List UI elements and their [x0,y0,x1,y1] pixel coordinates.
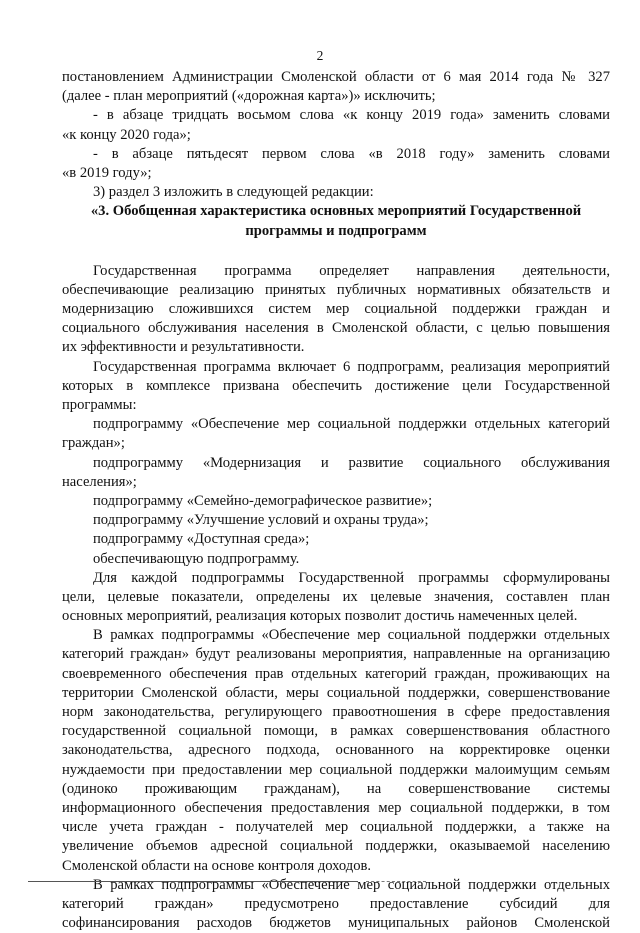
paragraph-spacer [62,241,610,262]
text-line: Для каждой подпрограммы Государственной программы сформулированы [93,569,610,586]
text-line: государственной социальной помощи, в рамках совершенствования областного [62,723,610,740]
text-line: В рамках подпрограммы «Обеспечение мер социальной поддержки отдельных [93,876,610,893]
text-line: нуждаемости при предоставлении мер социальной поддержки малоимущим семьям [62,761,610,778]
text-line: обеспечивающую подпрограмму. [93,550,300,567]
text-line: информационного обеспечения предоставления мер социальной поддержки, в том [62,799,610,816]
text-line: 3) раздел 3 изложить в следующей редакции: [93,184,374,201]
text-line: числе учета граждан - получателей мер социальной поддержки, а также на [62,819,610,836]
text-line: Государственная программа определяет направления деятельности, [93,262,610,279]
text-line: - в абзаце пятьдесят первом слова «в 2018 году» заменить словами [93,145,610,162]
text-line: (одиноко проживающим гражданам), на совершенствование системы [62,780,610,797]
section-title: «3. Обобщенная характеристика основных мероприятий Государственной [90,203,582,220]
text-line: - в абзаце тридцать восьмом слова «к концу 2019 года» заменить словами [93,107,610,124]
text-line: Смоленской области на основе контроля доходов. [62,857,372,874]
text-line: подпрограмму «Семейно-демографическое развитие»; [93,492,433,509]
text-line: «в 2019 году»; [62,164,152,181]
text-line: их эффективности и результативности. [62,339,305,356]
text-line: модернизацию сложившихся систем мер социальной поддержки граждан и [62,301,610,318]
text-line: подпрограмму «Модернизация и развитие социального обслуживания [93,454,610,471]
text-line: основных мероприятий, реализация которых позволит достичь намеченных целей. [62,608,578,625]
text-line: программы: [62,397,137,413]
text-line: категорий граждан» предусмотрено предоставление субсидий для [62,895,610,912]
text-line: В рамках подпрограммы «Обеспечение мер социальной поддержки отдельных [93,627,610,644]
text-line: увеличение объемов адресной социальной поддержки, оказываемой населению [62,838,610,855]
text-line: цели, целевые показатели, определены их целевые значения, составлен план [62,588,610,605]
footer-dashed-rule [366,881,426,882]
text-line: граждан»; [62,435,125,452]
text-line: категорий граждан» будут реализованы мероприятия, направленные на организацию [62,646,610,663]
text-line: которых в комплексе призвана обеспечить достижение цели Государственной [62,377,610,394]
text-line: софинансирования расходов бюджетов муниципальных районов Смоленской [62,915,610,932]
text-line: своевременного обеспечения прав отдельных категорий граждан, проживающих на [62,665,610,682]
footer-rule [28,881,358,882]
text-line: постановлением Администрации Смоленской области от 6 мая 2014 года № 327 [62,69,610,85]
text-line: подпрограмму «Доступная среда»; [93,531,310,548]
text-line: «к концу 2020 года»; [62,126,191,143]
section-title: программы и подпрограмм [245,222,427,239]
text-line: территории Смоленской области, меры социальной поддержки, совершенствование [62,684,610,701]
text-line: населения»; [62,473,137,490]
text-line: норм законодательства, регулирующего правоотношения в сфере предоставления [62,704,610,720]
text-line: Государственная программа включает 6 подпрограмм, реализация мероприятий [93,358,610,375]
text-line: подпрограмму «Улучшение условий и охраны труда»; [93,512,429,529]
page-number: 2 [316,48,324,63]
text-line: (далее - план мероприятий («дорожная карта»)» исключить; [62,88,436,105]
text-line: обеспечивающие реализацию принятых публичных нормативных обязательств и [62,281,610,298]
text-line: законодательства, адресного подхода, основанного на корректировке оценки [62,742,610,759]
text-line: подпрограмму «Обеспечение мер социальной поддержки отдельных категорий [93,416,610,433]
document-body [62,68,610,933]
text-line: социального обслуживания населения в Смоленской области, с целью повышения [62,320,610,337]
